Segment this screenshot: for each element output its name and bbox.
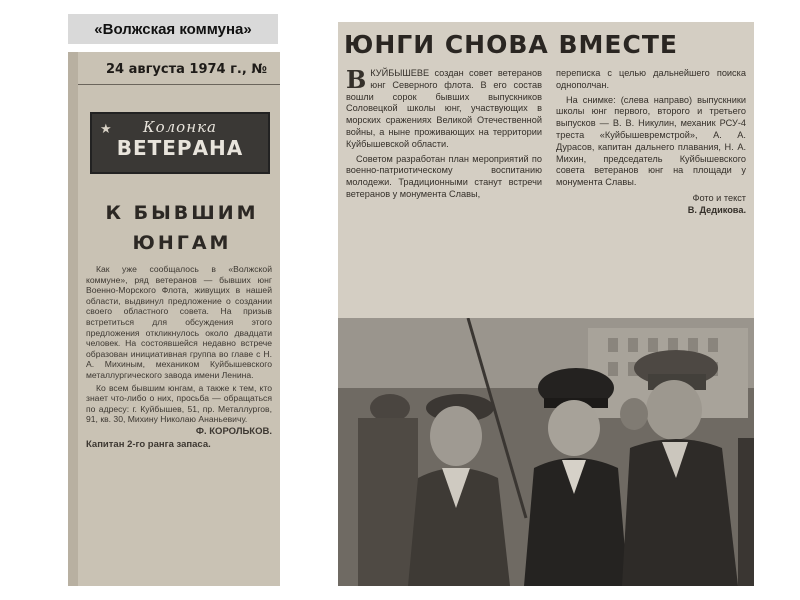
header-rule — [78, 84, 280, 85]
left-newspaper-clipping — [68, 52, 280, 586]
right-paragraph-3: переписка с целью дальнейшего поиска однополчан. — [556, 68, 746, 90]
left-rank: Капитан 2-го ранга запаса. — [86, 438, 211, 450]
right-headline: ЮНГИ СНОВА ВМЕСТЕ — [344, 30, 678, 59]
veteran-column-banner — [90, 112, 270, 174]
slide-title: «Волжская коммуна» — [68, 14, 278, 44]
left-article-body — [86, 264, 272, 452]
right-paragraph-1: КУЙБЫШЕВЕ создан совет ветеранов юнг Северного флота. В его состав вошли сорок бывших выпускников Соловецкой школы юнг, участвующих в морских сражениях Великой Отечественной войны, а ныне проживающих на территории Куйбышевской области. — [346, 68, 542, 149]
headline-line1: К БЫВШИМ — [105, 202, 259, 224]
left-signature: Ф. КОРОЛЬКОВ. — [195, 425, 272, 437]
left-paragraph-1: Как уже сообщалось в «Волжской коммуне», ряд ветеранов — бывших юнг Военно-Морского Флота, живущих в нашей области, выдвинул предложение о создании своего областного совета. На призыв встретиться для обсуждения этого предложения откликнулось около двадцати человек. На состоявшейся недавно встрече образован инициативная группа во главе с Н. А. Михиным, механиком Куйбышевского металлургического завода имени Ленина. — [86, 264, 272, 380]
right-column-2 — [556, 68, 746, 217]
photo-caption: На снимке: (слева направо) выпускники школы юнг первого, второго и третьего выпусков — В. В. Никулин, механик РСУ-4 треста «Куйбышевремстрой», А. А. Дурасов, капитан дальнего плавания, Н. А. Михин, председатель Куйбышевского совета ветеранов юнг на площади у монумента Славы. — [556, 94, 746, 188]
drop-cap: В — [346, 65, 367, 94]
banner-line2: ВЕТЕРАНА — [116, 136, 244, 160]
right-newspaper-clipping — [338, 22, 754, 586]
right-paragraph-2: Советом разработан план мероприятий по военно-патриотическому воспитанию молодежи. Традиционными станут встречи ветеранов у монумента Славы, — [346, 153, 542, 199]
issue-date: 24 августа 1974 г., № — [106, 62, 267, 77]
veterans-photo — [338, 318, 754, 586]
banner-line1: Колонка — [142, 118, 217, 136]
paper-fold — [68, 52, 78, 586]
right-column-1 — [346, 65, 542, 204]
photo-author: В. Дедикова. — [687, 204, 746, 215]
star-icon: ★ — [100, 122, 112, 137]
headline-line2: ЮНГАМ — [132, 232, 232, 254]
photo-credit: Фото и текст — [692, 192, 746, 203]
left-paragraph-2: Ко всем бывшим юнгам, а также к тем, кто знает что-либо о них, просьба — обращаться по адресу: г. Куйбышев, 51, пр. Металлургов, 91, кв. 30, Михину Николаю Ананьевичу. — [86, 382, 272, 425]
